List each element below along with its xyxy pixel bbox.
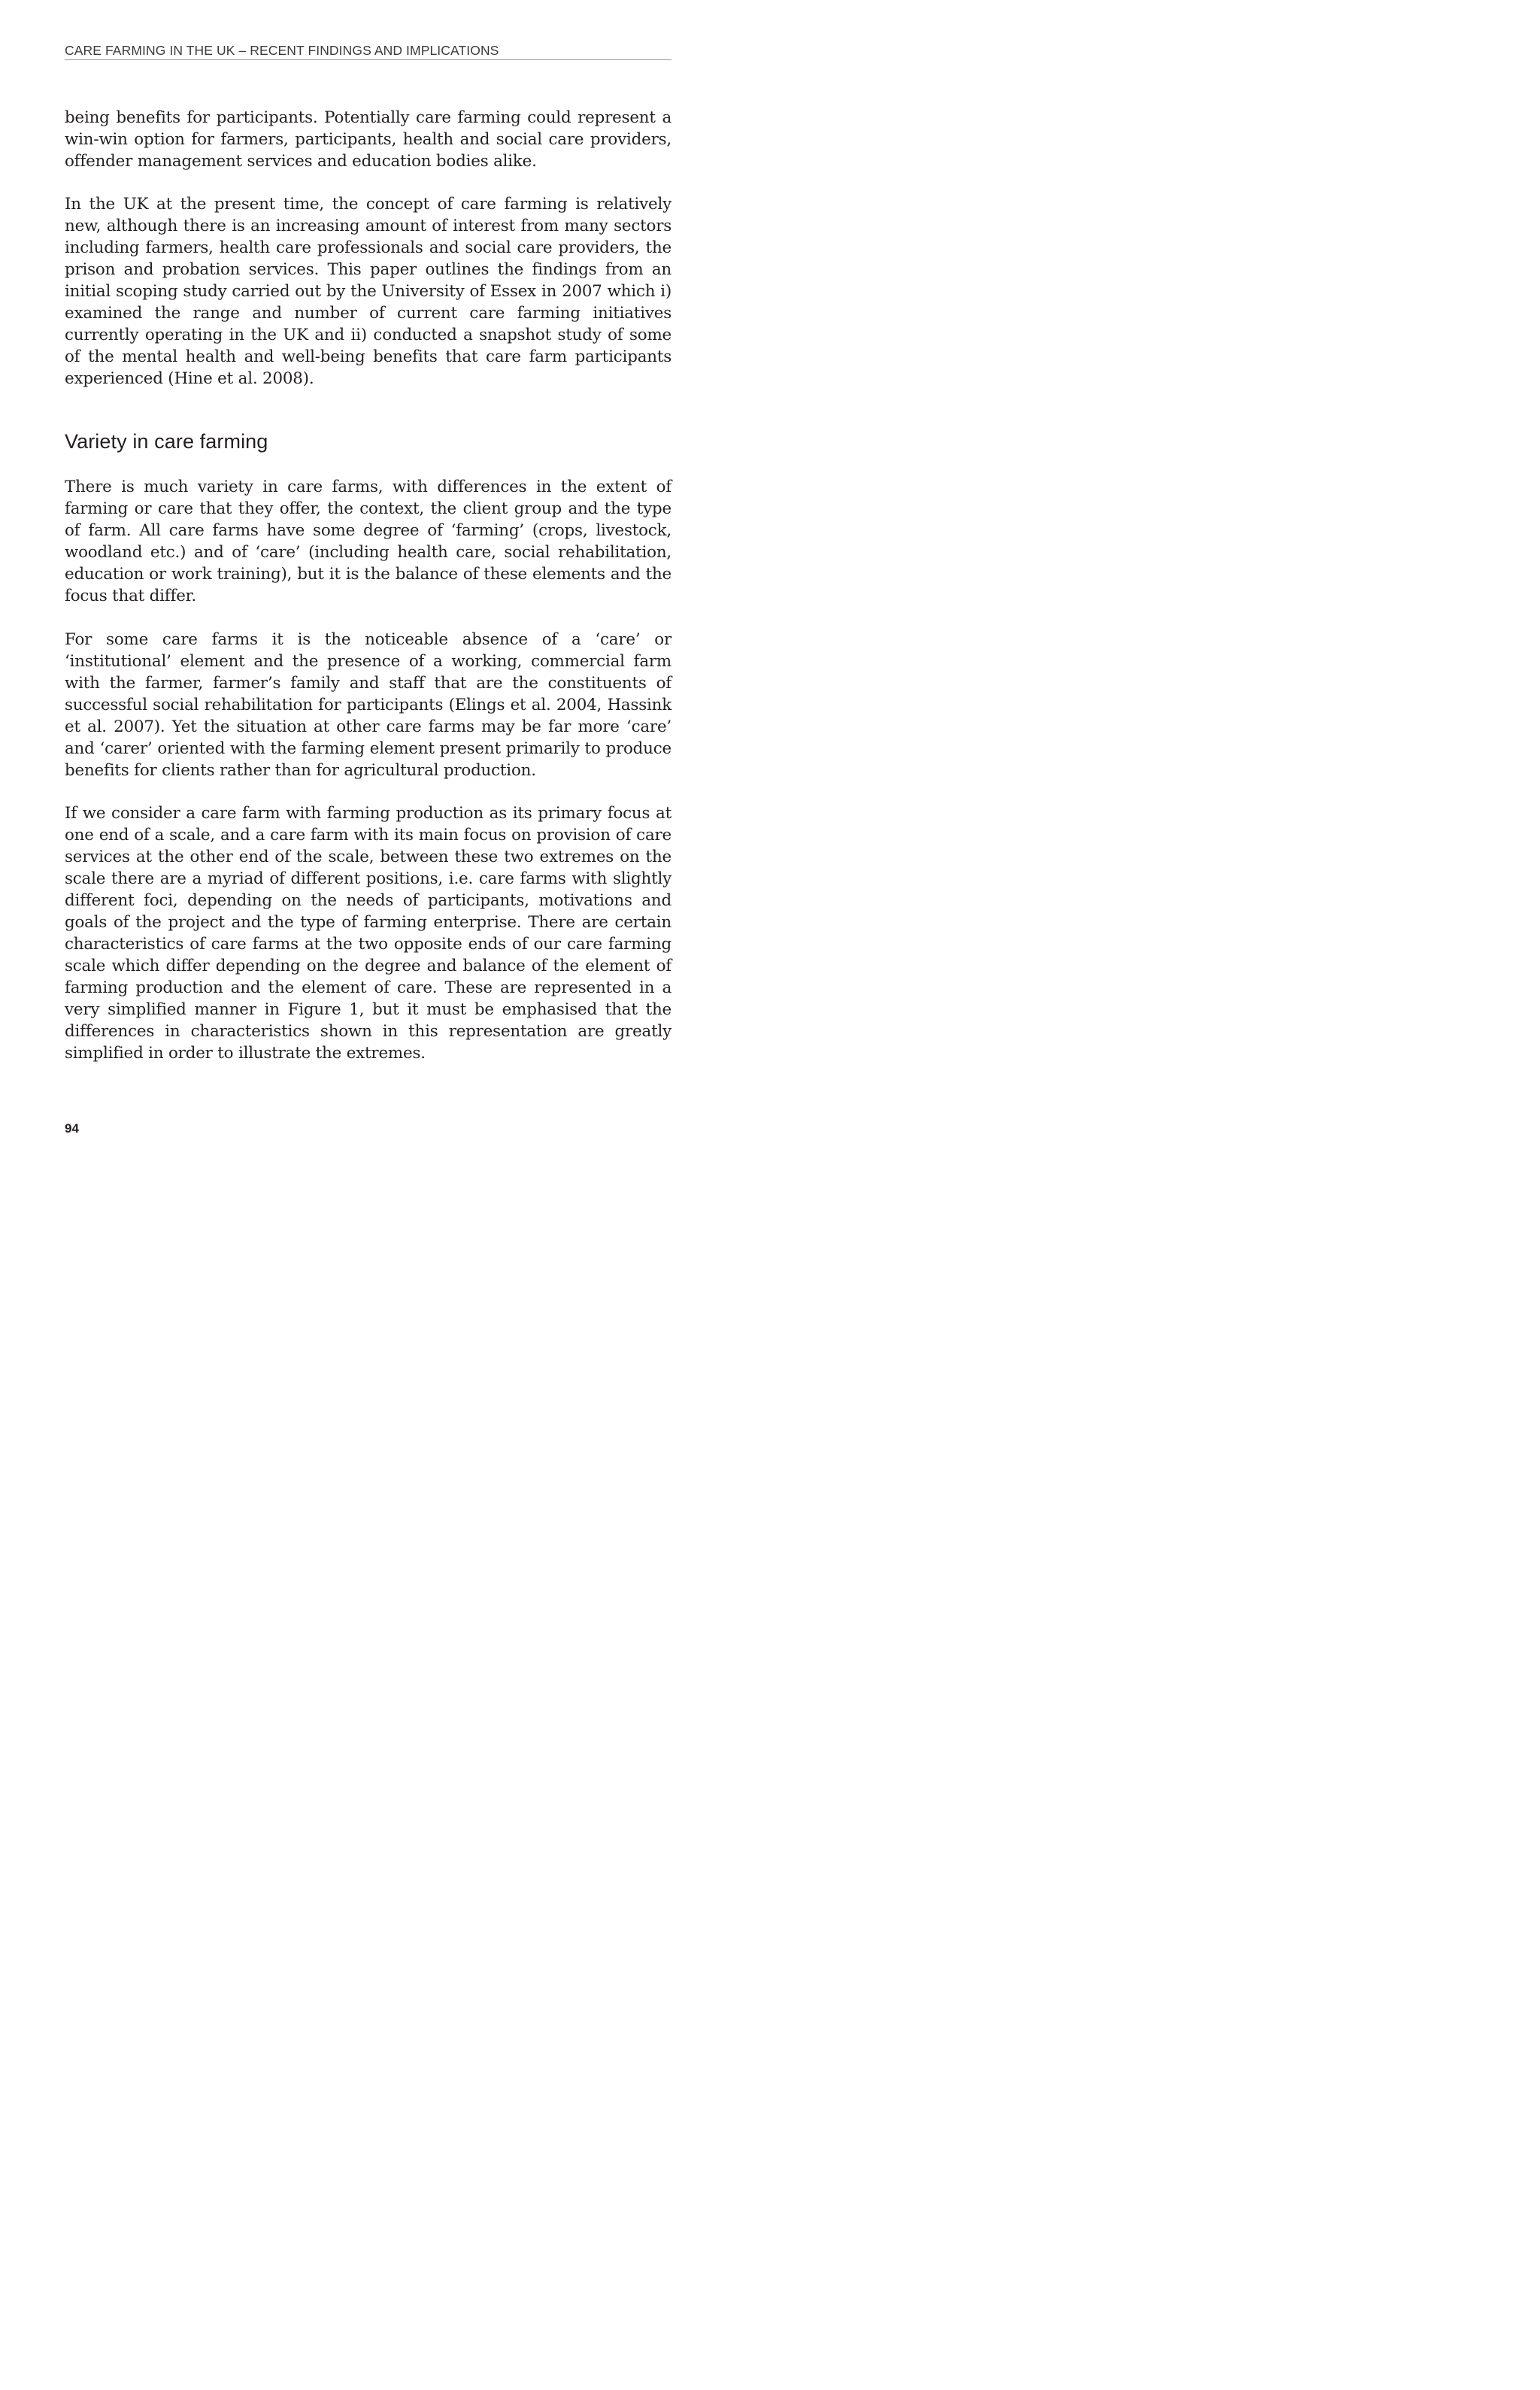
body-paragraph-3: There is much variety in care farms, with differences in the extent of farming or care that they offer, the context, the client group and the type of farm. All care farms have some degree of ‘farming’ (crops, livestock, woodland etc.) and of ‘care’ (including health care, social rehabilitation, education or work training), but it is the balance of these elements and the focus that differ. — [65, 478, 671, 605]
page-number: 94 — [65, 1121, 79, 1136]
body-paragraph-2: In the UK at the present time, the concept of care farming is relatively new, although there is an increasing amount of interest from many sectors including farmers, health care professionals and social care providers, the prison and probation services. This paper outlines the findings from an initial scoping study carried out by the University of Essex in 2007 which i) examined the range and number of current care farming initiatives currently operating in the UK and ii) conducted a snapshot study of some of the mental health and well-being benefits that care farm participants experienced (Hine et al. 2008). — [65, 195, 671, 388]
header-divider — [65, 59, 671, 60]
body-paragraph-4: For some care farms it is the noticeable absence of a ‘care’ or ‘institutional’ element and the presence of a working, commercial farm with the farmer, farmer’s family and staff that are the constituents of successful social rehabilitation for participants (Elings et al. 2004, Hassink et al. 2007). Yet the situation at other care farms may be far more ‘care’ and ‘carer’ oriented with the farming element present primarily to produce benefits for clients rather than for agricultural production. — [65, 630, 671, 780]
section-heading: Variety in care farming — [65, 430, 268, 453]
body-paragraph-5: If we consider a care farm with farming production as its primary focus at one end of a scale, and a care farm with its main focus on provision of care services at the other end of the scale, between these two extremes on the scale there are a myriad of different positions, i.e. care farms with slightly different foci, depending on the needs of participants, motivations and goals of the project and the type of farming enterprise. There are certain characteristics of care farms at the two opposite ends of our care farming scale which differ depending on the degree and balance of the element of farming production and the element of care. These are represented in a very simplified manner in Figure 1, but it must be emphasised that the differences in characteristics shown in this representation are greatly simplified in order to illustrate the extremes. — [65, 804, 671, 1063]
running-head-title: CARE FARMING IN THE UK – RECENT FINDINGS AND IMPLICATIONS — [65, 43, 499, 58]
body-paragraph-1: being benefits for participants. Potentially care farming could represent a win-win option for farmers, participants, health and social care providers, offender management services and education bodies alike. — [65, 108, 671, 171]
